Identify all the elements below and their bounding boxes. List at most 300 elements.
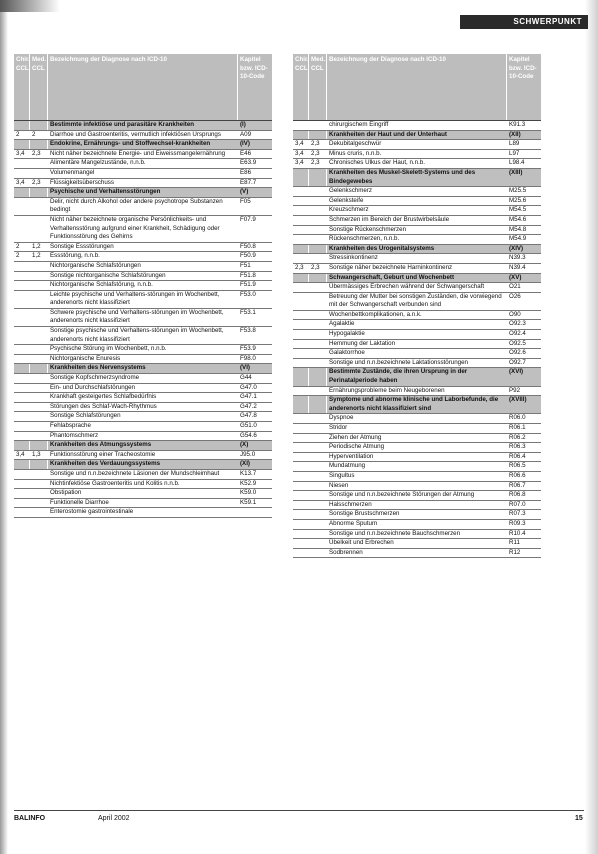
table-row — [293, 520, 541, 530]
header-kapitel: Kapitel bzw. ICD-10-Code — [509, 56, 537, 81]
diagnosis-cell: Wochenbettkomplikationen, a.n.k. — [329, 310, 422, 318]
table-row — [293, 359, 541, 369]
table-row — [293, 472, 541, 482]
diagnosis-cell: Übermässiges Erbrechen während der Schwangerschaft — [329, 283, 485, 291]
diagnosis-cell: Phantomschmerz — [50, 431, 99, 439]
chir-ccl-cell: 3,4 — [14, 179, 30, 188]
diagnosis-cell: Agalaktie — [329, 320, 355, 328]
right-table-body — [293, 121, 541, 558]
med-ccl-cell — [309, 453, 327, 462]
code-cell: F53.9 — [240, 345, 256, 353]
code-cell: K52.9 — [240, 479, 257, 487]
chir-ccl-cell — [293, 320, 309, 329]
diagnosis-cell: Krankheiten des Urogenitalsystems — [329, 244, 435, 252]
code-cell: (XVI) — [509, 368, 524, 376]
med-ccl-cell — [30, 309, 48, 326]
med-ccl-cell — [30, 327, 48, 344]
diagnosis-cell: Minus cruris, n.n.b. — [329, 149, 382, 157]
med-ccl-cell — [30, 281, 48, 290]
diagnosis-cell: Nichtorganische Enuresis — [50, 354, 121, 362]
table-row — [293, 462, 541, 472]
chir-ccl-cell: 3,4 — [14, 451, 30, 460]
table-row — [14, 489, 272, 499]
med-ccl-cell: 2 — [30, 131, 48, 140]
table-row — [14, 309, 272, 327]
diagnosis-cell: Nicht näher bezeichnete organische Persönlichkeits- und Verhaltensstörung aufgrund einer Krankheit, Schädigung oder Funktionsstörung des Gehirns — [50, 215, 220, 241]
diagnosis-cell: Sonstige und n.n.bezeichnete Störungen der Atmung — [329, 491, 475, 499]
diagnosis-cell: Bestimmte infektiöse und parasitäre Krankheiten — [50, 121, 195, 128]
med-ccl-cell — [309, 311, 327, 320]
diagnosis-cell: Sonstige näher bezeichnete Harninkontinenz — [329, 263, 453, 271]
header-chir-ccl: Chir. CCL — [293, 54, 309, 120]
diagnosis-cell: Ernährungsprobleme beim Neugeborenen — [329, 386, 445, 394]
chapter-row — [14, 121, 272, 131]
diagnosis-cell: Bestimmte Zustände, die ihren Ursprung in der Perinatalperiode haben — [329, 368, 468, 385]
med-ccl-cell — [309, 254, 327, 263]
right-table — [293, 54, 541, 558]
chir-ccl-cell — [293, 539, 309, 548]
chir-ccl-cell: 3,4 — [14, 150, 30, 159]
med-ccl-cell — [309, 510, 327, 519]
diagnosis-cell: Sonstige Schlafstörungen — [50, 412, 121, 420]
chir-ccl-cell — [14, 140, 30, 149]
med-ccl-cell — [309, 539, 327, 548]
table-row — [293, 539, 541, 549]
med-ccl-cell — [30, 489, 48, 498]
code-cell: (XIII) — [509, 168, 523, 176]
chir-ccl-cell — [293, 491, 309, 500]
code-cell: M25.5 — [509, 187, 527, 195]
med-ccl-cell — [30, 272, 48, 281]
table-row — [14, 470, 272, 480]
diagnosis-cell: Obstipation — [50, 489, 82, 497]
diagnosis-cell: Nicht näher bezeichnete Energie- und Eiweissmangelernährung — [50, 149, 226, 157]
chir-ccl-cell — [14, 159, 30, 168]
code-cell: F50.8 — [240, 242, 256, 250]
diagnosis-cell: Krankheiten des Nervensystems — [50, 364, 146, 372]
chir-ccl-cell — [293, 226, 309, 235]
chir-ccl-cell — [293, 274, 309, 283]
med-ccl-cell — [309, 320, 327, 329]
table-row — [14, 412, 272, 422]
chir-ccl-cell — [293, 472, 309, 481]
code-cell: O92.5 — [509, 339, 526, 347]
code-cell: O92.6 — [509, 349, 526, 357]
chir-ccl-cell — [293, 330, 309, 339]
diagnosis-cell: Rückenschmerzen, n.n.b. — [329, 235, 400, 243]
code-cell: (XV) — [509, 273, 522, 281]
table-row — [14, 243, 272, 253]
code-cell: L98.4 — [509, 159, 525, 167]
code-cell: G51.0 — [240, 422, 257, 429]
chir-ccl-cell — [293, 293, 309, 310]
code-cell: (I) — [240, 121, 246, 128]
table-header — [14, 54, 272, 121]
table-row — [14, 131, 272, 141]
diagnosis-cell: Stridor — [329, 424, 348, 431]
med-ccl-cell — [30, 159, 48, 168]
table-row — [293, 340, 541, 350]
diagnosis-cell: Flüssigkeitsüberschuss — [50, 178, 114, 186]
diagnosis-cell: Nichtorganische Schlafstörungen — [50, 261, 141, 269]
table-row — [14, 374, 272, 384]
chir-ccl-cell — [293, 121, 309, 130]
footer-rule — [14, 810, 584, 811]
med-ccl-cell — [30, 460, 48, 469]
diagnosis-cell: Volumenmangel — [50, 168, 95, 176]
diagnosis-cell: Dyspnoe — [329, 414, 354, 422]
diagnosis-cell: Abnorme Sputum — [329, 519, 378, 527]
table-row — [14, 198, 272, 216]
code-cell: R06.8 — [509, 491, 526, 499]
chapter-row — [293, 368, 541, 386]
chir-ccl-cell — [14, 470, 30, 479]
code-cell: R07.3 — [509, 510, 526, 518]
chir-ccl-cell — [293, 462, 309, 471]
chir-ccl-cell — [293, 368, 309, 385]
diagnosis-cell: Hypogalaktie — [329, 330, 365, 338]
med-ccl-cell — [309, 530, 327, 539]
code-cell: (IV) — [240, 140, 250, 148]
chir-ccl-cell — [293, 359, 309, 368]
chir-ccl-cell — [293, 197, 309, 206]
table-row — [293, 159, 541, 169]
med-ccl-cell: 2,3 — [309, 140, 327, 149]
table-row — [14, 393, 272, 403]
med-ccl-cell — [30, 470, 48, 479]
code-cell: O21 — [509, 283, 521, 291]
table-row — [293, 320, 541, 330]
chapter-row — [293, 169, 541, 187]
med-ccl-cell — [309, 443, 327, 452]
med-ccl-cell — [309, 226, 327, 235]
chir-ccl-cell — [14, 327, 30, 344]
code-cell: O90 — [509, 310, 521, 318]
chir-ccl-cell — [293, 387, 309, 396]
med-ccl-cell — [30, 188, 48, 197]
code-cell: M25.6 — [509, 196, 527, 204]
table-row — [14, 508, 272, 518]
diagnosis-cell: Dekubitalgeschwür — [329, 140, 382, 148]
diagnosis-cell: Singultus — [329, 471, 355, 479]
diagnosis-cell: Hyperventilation — [329, 452, 374, 460]
chir-ccl-cell — [293, 482, 309, 491]
med-ccl-cell — [30, 374, 48, 383]
med-ccl-cell — [309, 396, 327, 413]
med-ccl-cell — [309, 424, 327, 433]
page-number: 15 — [575, 815, 583, 822]
diagnosis-cell: Halsschmerzen — [329, 500, 372, 508]
code-cell: R12 — [509, 548, 521, 556]
diagnosis-cell: Schmerzen im Bereich der Brustwirbelsäule — [329, 215, 450, 223]
code-cell: R06.3 — [509, 443, 526, 451]
chir-ccl-cell — [293, 434, 309, 443]
chir-ccl-cell — [14, 374, 30, 383]
med-ccl-cell — [309, 501, 327, 510]
diagnosis-cell: Krankheiten des Atmungssystems — [50, 441, 152, 449]
med-ccl-cell — [30, 384, 48, 393]
table-row — [14, 252, 272, 262]
med-ccl-cell — [309, 520, 327, 529]
header-med-ccl: Med. CCL — [309, 54, 327, 120]
chapter-row — [293, 131, 541, 141]
table-row — [14, 281, 272, 291]
diagnosis-cell: Funktionelle Diarrhoe — [50, 498, 109, 506]
code-cell: R06.1 — [509, 424, 526, 431]
diagnosis-cell: Sonstige und n.n.bezeichnete Läsionen der Mundschleimhaut — [50, 469, 220, 477]
med-ccl-cell — [30, 480, 48, 489]
header-diagnosis: Bezeichnung der Diagnose nach ICD-10 — [48, 54, 238, 120]
code-cell: F51.9 — [240, 281, 256, 289]
med-ccl-cell — [30, 198, 48, 215]
diagnosis-cell: Leichte psychische und Verhaltens-störungen im Wochenbett, anderenorts nicht klassifiziert — [50, 290, 220, 307]
diagnosis-cell: Ziehen der Atmung — [329, 433, 382, 441]
table-row — [293, 216, 541, 226]
diagnosis-cell: Krankheiten des Verdauungssystems — [50, 460, 161, 468]
diagnosis-cell: Funktionsstörung einer Tracheostomie — [50, 450, 156, 458]
code-cell: G47.1 — [240, 393, 257, 401]
chir-ccl-cell — [293, 187, 309, 196]
code-cell: G47.2 — [240, 402, 257, 410]
chir-ccl-cell — [14, 309, 30, 326]
chir-ccl-cell — [14, 281, 30, 290]
chir-ccl-cell — [293, 169, 309, 186]
chir-ccl-cell — [14, 198, 30, 215]
table-row — [293, 197, 541, 207]
diagnosis-cell: Übelkeit und Erbrechen — [329, 539, 394, 547]
code-cell: G54.6 — [240, 431, 257, 439]
footer-publication: BALINFO — [14, 815, 46, 822]
diagnosis-cell: Sonstige und n.n.bezeichnete Bauchschmerzen — [329, 529, 461, 537]
diagnosis-cell: Kreuzschmerz — [329, 206, 369, 214]
chir-ccl-cell — [14, 188, 30, 197]
left-table — [14, 54, 272, 518]
table-row — [293, 140, 541, 150]
med-ccl-cell: 2,3 — [309, 159, 327, 168]
table-row — [293, 424, 541, 434]
med-ccl-cell: 2,3 — [309, 150, 327, 159]
chir-ccl-cell — [14, 216, 30, 242]
med-ccl-cell — [309, 482, 327, 491]
table-row — [14, 384, 272, 394]
table-row — [293, 414, 541, 424]
table-row — [293, 453, 541, 463]
med-ccl-cell — [309, 349, 327, 358]
chapter-row — [14, 441, 272, 451]
code-cell: J95.0 — [240, 450, 256, 458]
code-cell: R06.2 — [509, 433, 526, 441]
chir-ccl-cell — [293, 283, 309, 292]
diagnosis-cell: Störungen des Schlaf-Wach-Rhythmus — [50, 402, 157, 410]
table-row — [293, 387, 541, 397]
diagnosis-cell: Betreuung der Mutter bei sonstigen Zuständen, die vorwiegend mit der Schwangerschaft verbunden sind — [329, 292, 502, 309]
med-ccl-cell — [309, 235, 327, 244]
med-ccl-cell — [309, 293, 327, 310]
header-kapitel: Kapitel bzw. ICD-10-Code — [240, 56, 268, 81]
table-row — [14, 355, 272, 365]
chapter-row — [14, 364, 272, 374]
footer-date: April 2002 — [98, 815, 130, 822]
code-cell: M54.6 — [509, 215, 527, 223]
code-cell: G47.0 — [240, 383, 257, 391]
table-row — [293, 510, 541, 520]
code-cell: E63.9 — [240, 159, 257, 167]
diagnosis-cell: Sonstige Kopfschmerzsyndrome — [50, 374, 140, 382]
table-row — [293, 530, 541, 540]
med-ccl-cell: 2,3 — [309, 264, 327, 273]
med-ccl-cell — [309, 368, 327, 385]
med-ccl-cell: 1,3 — [30, 451, 48, 460]
code-cell: O92.4 — [509, 330, 526, 338]
diagnosis-cell: Psychische und Verhaltensstörungen — [50, 188, 161, 196]
chir-ccl-cell — [14, 364, 30, 373]
code-cell: N39.3 — [509, 254, 526, 262]
diagnosis-cell: Fehlabsprache — [50, 422, 91, 429]
chir-ccl-cell — [293, 453, 309, 462]
chir-ccl-cell: 3,4 — [293, 159, 309, 168]
chapter-row — [14, 460, 272, 470]
med-ccl-cell — [30, 499, 48, 508]
chir-ccl-cell — [14, 384, 30, 393]
med-ccl-cell — [309, 491, 327, 500]
med-ccl-cell — [30, 432, 48, 441]
chir-ccl-cell — [293, 520, 309, 529]
code-cell: F51 — [240, 261, 251, 269]
chapter-row — [293, 274, 541, 284]
chir-ccl-cell — [14, 345, 30, 354]
diagnosis-cell: Niesen — [329, 481, 349, 489]
diagnosis-cell: Diarrhoe und Gastroenteritis, vermutlich infektiösen Ursprungs — [50, 130, 221, 138]
code-cell: R06.4 — [509, 452, 526, 460]
table-row — [14, 291, 272, 309]
code-cell: F51.8 — [240, 271, 256, 279]
table-row — [14, 499, 272, 509]
code-cell: F53.0 — [240, 290, 256, 298]
med-ccl-cell: 2,3 — [30, 179, 48, 188]
diagnosis-cell: Krankheiten der Haut und der Unterhaut — [329, 130, 447, 138]
diagnosis-cell: Schwere psychische und Verhaltens-störungen im Wochenbett, anderenorts nicht klassifiziert — [50, 308, 224, 325]
code-cell: M54.8 — [509, 225, 527, 233]
table-row — [293, 235, 541, 245]
diagnosis-cell: Sonstige psychische und Verhaltens-störungen im Wochenbett, anderenorts nicht klassifiziert — [50, 327, 224, 343]
chir-ccl-cell: 3,4 — [293, 140, 309, 149]
diagnosis-cell: Sodbrennen — [329, 548, 363, 556]
code-cell: F98.0 — [240, 354, 256, 362]
table-row — [293, 254, 541, 264]
chir-ccl-cell — [14, 355, 30, 364]
table-row — [14, 480, 272, 490]
chir-ccl-cell — [293, 311, 309, 320]
code-cell: F50.9 — [240, 252, 256, 260]
code-cell: R06.6 — [509, 471, 526, 479]
code-cell: R06.5 — [509, 462, 526, 470]
chir-ccl-cell — [14, 272, 30, 281]
table-row — [293, 293, 541, 311]
chir-ccl-cell — [293, 443, 309, 452]
chir-ccl-cell — [14, 422, 30, 431]
code-cell: O92.7 — [509, 358, 526, 366]
diagnosis-cell: Endokrine, Ernährungs- und Stoffwechsel-krankheiten — [50, 140, 211, 148]
med-ccl-cell — [309, 387, 327, 396]
chir-ccl-cell — [293, 131, 309, 140]
table-row — [14, 345, 272, 355]
code-cell: F05 — [240, 197, 251, 205]
chir-ccl-cell — [14, 291, 30, 308]
chir-ccl-cell — [14, 262, 30, 271]
chir-ccl-cell — [293, 216, 309, 225]
med-ccl-cell — [30, 216, 48, 242]
code-cell: F07.9 — [240, 215, 256, 223]
diagnosis-cell: Sonstige Brustschmerzen — [329, 510, 400, 518]
med-ccl-cell — [30, 412, 48, 421]
chapter-row — [293, 245, 541, 255]
diagnosis-cell: Hemmung der Laktation — [329, 339, 396, 347]
chir-ccl-cell: 2 — [14, 243, 30, 252]
diagnosis-cell: chirurgischem Eingriff — [329, 121, 389, 128]
code-cell: O26 — [509, 292, 521, 300]
chir-ccl-cell — [293, 549, 309, 558]
diagnosis-cell: Ein- und Durchschlafstörungen — [50, 383, 135, 391]
page-corner — [0, 0, 60, 12]
table-row — [14, 403, 272, 413]
chir-ccl-cell — [14, 121, 30, 130]
med-ccl-cell: 1,2 — [30, 243, 48, 252]
code-cell: R11 — [509, 539, 520, 547]
chir-ccl-cell — [293, 206, 309, 215]
diagnosis-cell: Chronisches Ulkus der Haut, n.n.b. — [329, 159, 425, 167]
table-row — [293, 443, 541, 453]
med-ccl-cell — [30, 403, 48, 412]
med-ccl-cell: 1,2 — [30, 252, 48, 261]
code-cell: G47.8 — [240, 412, 257, 420]
code-cell: K59.1 — [240, 498, 257, 506]
diagnosis-cell: Sonstige Rückenschmerzen — [329, 225, 407, 233]
diagnosis-cell: Gelenkschmerz — [329, 187, 372, 195]
table-row — [293, 283, 541, 293]
code-cell: (XI) — [240, 460, 250, 468]
diagnosis-cell: Essstörung, n.n.b. — [50, 252, 100, 260]
code-cell: (VI) — [240, 364, 250, 372]
med-ccl-cell — [30, 140, 48, 149]
med-ccl-cell — [30, 364, 48, 373]
med-ccl-cell — [309, 216, 327, 225]
chapter-row — [14, 140, 272, 150]
code-cell: P92 — [509, 386, 521, 394]
chir-ccl-cell — [14, 499, 30, 508]
med-ccl-cell — [30, 441, 48, 450]
header-diagnosis: Bezeichnung der Diagnose nach ICD-10 — [327, 54, 507, 120]
chir-ccl-cell — [14, 432, 30, 441]
table-row — [293, 187, 541, 197]
diagnosis-cell: Sonstige und n.n.bezeichnete Laktationsstörungen — [329, 358, 468, 366]
table-row — [14, 432, 272, 442]
diagnosis-cell: Psychische Störung im Wochenbett, n.n.b. — [50, 345, 167, 353]
chir-ccl-cell — [293, 414, 309, 423]
table-row — [293, 482, 541, 492]
code-cell: L89 — [509, 140, 520, 148]
diagnosis-cell: Sonstige Essstörungen — [50, 242, 114, 250]
med-ccl-cell — [30, 121, 48, 130]
diagnosis-cell: Periodische Atmung — [329, 443, 385, 451]
table-row — [14, 216, 272, 243]
chir-ccl-cell: 3,4 — [293, 150, 309, 159]
section-header: SCHWERPUNKT — [460, 15, 588, 29]
page-edge — [585, 0, 598, 854]
med-ccl-cell — [309, 169, 327, 186]
code-cell: K13.7 — [240, 469, 257, 477]
page-shadow — [0, 0, 8, 854]
code-cell: R07.0 — [509, 500, 526, 508]
